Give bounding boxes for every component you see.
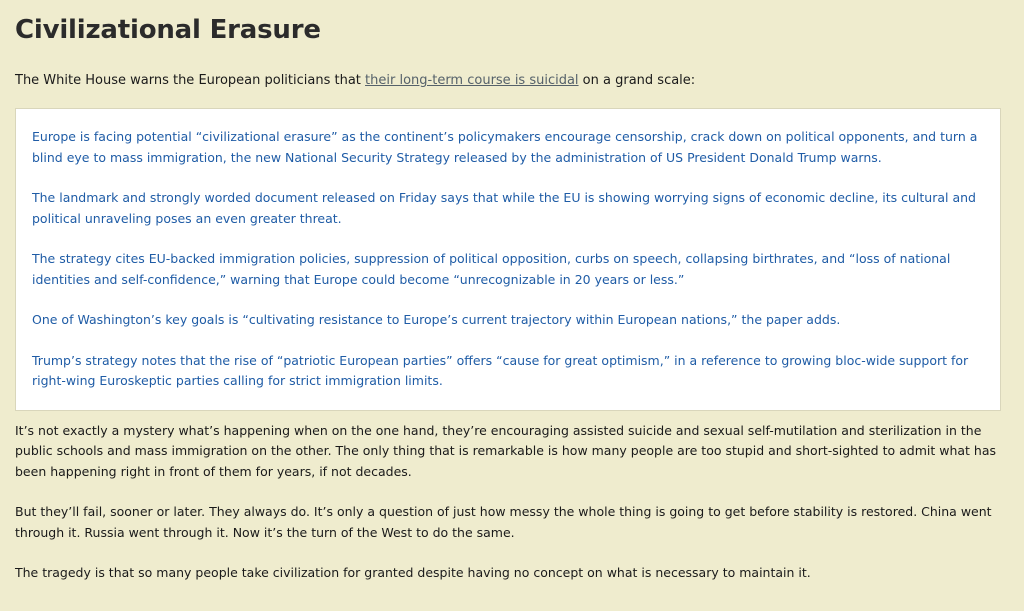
intro-paragraph — [15, 72, 1015, 90]
body-paragraph: It’s not exactly a mystery what’s happening when on the one hand, they’re encouraging assisted suicide and sexual self-mutilation and sterilization in the public schools and mass immigration on the other. The only thing that is remarkable is how many people are too stupid and short-sighted to admit what has been happening right in front of them for years, if not decades. — [15, 422, 996, 479]
post-title[interactable]: Civilizational Erasure — [15, 15, 321, 45]
source-link[interactable]: their long-term course is suicidal — [365, 73, 579, 88]
body-paragraph: The tragedy is that so many people take civilization for granted despite having no concept on what is necessary to maintain it. — [15, 565, 811, 580]
intro-text-before: The White House warns the European politicians that — [15, 73, 366, 88]
blockquote — [15, 108, 1001, 411]
intro-text-after: on a grand scale: — [578, 73, 696, 88]
quote-paragraph: The strategy cites EU-backed immigration policies, suppression of political opposition, curbs on speech, collapsing birthrates, and “loss of national identities and self-confidence,” warning that Europe could become “unrecognizable in 20 years or less.” — [32, 251, 951, 287]
quote-paragraph: Europe is facing potential “civilizational erasure” as the continent’s policymakers encourage censorship, crack down on political opponents, and turn a blind eye to mass immigration, the new National Security Strategy released by the administration of US President Donald Trump warns. — [32, 129, 978, 165]
body-paragraph: But they’ll fail, sooner or later. They always do. It’s only a question of just how messy the whole thing is going to get before stability is restored. China went through it. Russia went through it. Now it’s the turn of the West to do the same. — [15, 504, 992, 540]
quote-paragraph: One of Washington’s key goals is “cultivating resistance to Europe’s current trajectory within European nations,” the paper adds. — [32, 312, 841, 327]
quote-paragraph: The landmark and strongly worded document released on Friday says that while the EU is showing worrying signs of economic decline, its cultural and political unraveling poses an even greater threat. — [32, 190, 976, 226]
quote-paragraph: Trump’s strategy notes that the rise of “patriotic European parties” offers “cause for great optimism,” in a reference to growing bloc-wide support for right-wing Euroskeptic parties calling for strict immigration limits. — [32, 352, 969, 388]
